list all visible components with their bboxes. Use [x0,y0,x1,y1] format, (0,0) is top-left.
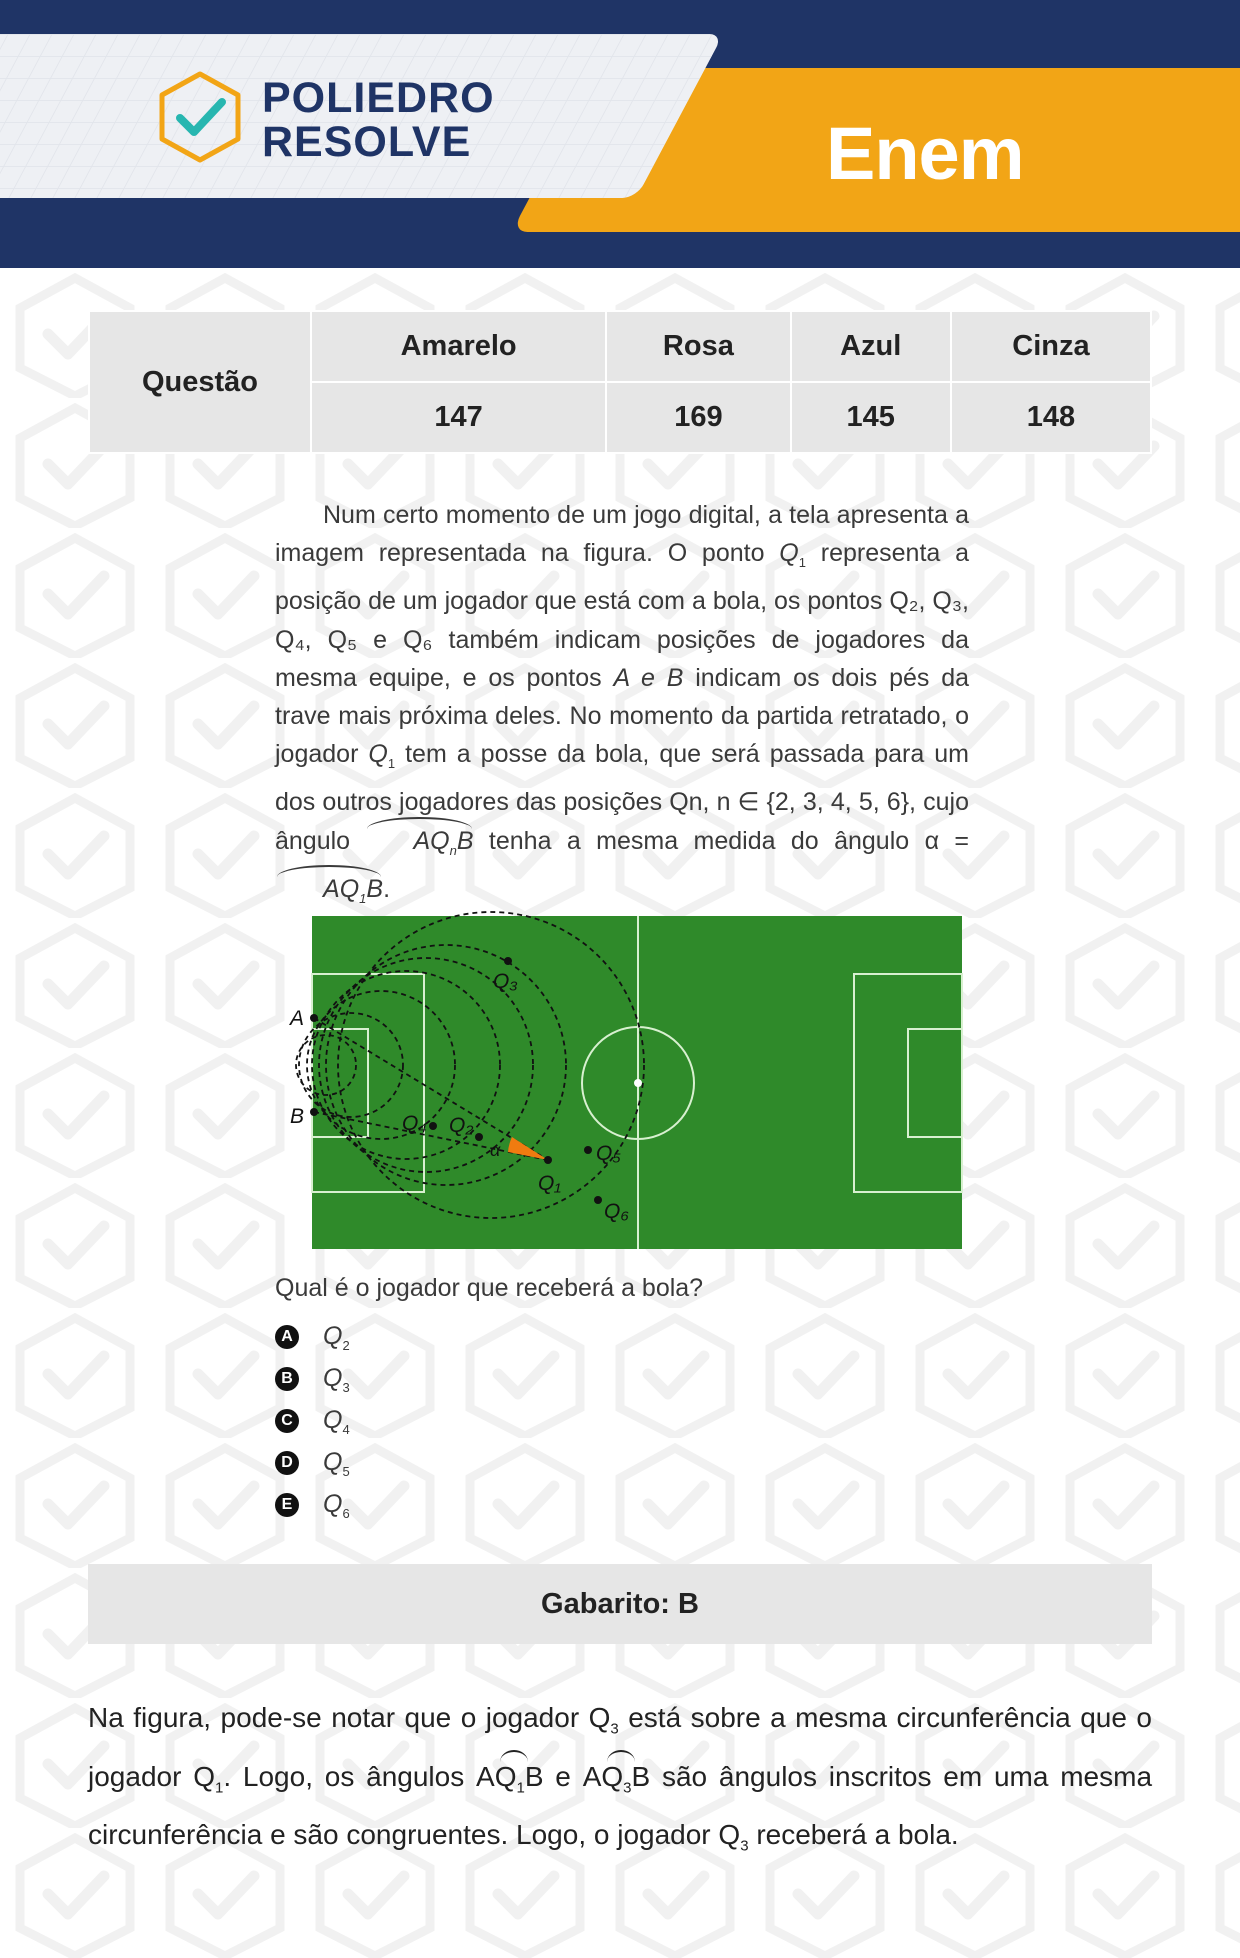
subscript: 3 [740,1837,749,1855]
exam-name: Enem [826,112,1024,195]
angle-vertex-a: A [413,826,431,855]
option-symbol: Q [323,1489,343,1518]
angle-letters: AQ [582,1760,624,1792]
subscript: 3 [610,1720,619,1738]
label-q2: Q₂ [449,1114,474,1137]
option-letter-badge: B [275,1367,299,1391]
statement-text: indicam os dois pés da trave mais próxima deles. No momento da partida retratado, o jogador [275,663,970,769]
angle-vertex-a: A [323,874,340,903]
question-paragraph [275,496,969,918]
statement-text: representa a posição de um jogador que está com a bola, os pontos [275,539,969,616]
column-header-azul: Azul [791,311,951,382]
option-letter-badge: A [275,1325,299,1349]
statement-text: tem a posse da bola, que será passada para um dos outros jogadores das posições [275,740,969,817]
option-symbol: Q [323,1405,343,1434]
option-text [323,1406,350,1437]
point-a [310,1014,318,1022]
label-a: A [290,1007,305,1030]
subscript: 1 [516,1779,525,1797]
answer-key-banner: Gabarito: B [88,1564,1152,1644]
column-header-amarelo: Amarelo [311,311,606,382]
player-q6 [594,1196,602,1204]
label-b: B [290,1105,305,1128]
angle-aqnb [365,822,473,870]
brand-line2: RESOLVE [262,118,472,166]
angle-letters: AQ [476,1760,517,1792]
angle-letters: B [631,1760,651,1792]
label-alpha: α [490,1140,501,1160]
header-banner [0,0,1240,268]
subscript: 6 [342,1505,350,1521]
brand-logo-text [262,76,495,164]
label-q3: Q₃ [493,970,518,993]
soccer-field-figure [286,900,986,1262]
player-q1 [544,1156,552,1164]
option-letter-badge: C [275,1409,299,1433]
subscript: 3 [342,1379,350,1395]
resolution-part: está sobre a mesma circunferência que o jogador Q [88,1702,1152,1792]
column-header-cinza: Cinza [951,311,1151,382]
option-c[interactable] [275,1400,350,1442]
angle-aq1b [476,1753,544,1812]
option-d[interactable] [275,1442,350,1484]
center-spot [634,1079,642,1087]
resolution-part: receberá a bola. [748,1819,959,1851]
question-prompt: Qual é o jogador que receberá a bola? [275,1274,704,1302]
column-header-rosa: Rosa [606,311,790,382]
option-a[interactable] [275,1316,350,1358]
point-label: Q [779,539,799,568]
statement-text: também indicam posições de jogadores da mesma equipe, e os pontos [275,625,969,692]
player-q2 [475,1133,483,1141]
point-label: Q [368,740,388,769]
subscript: 5 [342,1463,350,1479]
question-number-amarelo: 147 [311,382,606,453]
option-text [323,1490,350,1521]
resolution-part: são ângulos inscritos em uma mesma circunferência e são congruentes. Logo, o jogador Q [88,1760,1153,1851]
angle-aq3b [583,1753,651,1812]
option-text [323,1448,350,1479]
question-number-cinza: 148 [951,382,1151,453]
option-letter-badge: D [275,1451,299,1475]
option-text [323,1322,350,1353]
option-b[interactable] [275,1358,350,1400]
statement-text: . [383,874,391,903]
option-symbol: Q [323,1321,343,1350]
subscript: 1 [359,890,367,906]
check-hexagon-icon [156,70,244,164]
points-list: Q₂, Q₃, Q₄, Q₅ e Q₆ [275,587,969,654]
label-q4: Q₄ [402,1112,427,1135]
option-e[interactable] [275,1484,350,1526]
player-q3 [504,957,512,965]
option-symbol: Q [323,1363,343,1392]
question-statement [275,496,969,918]
question-number-azul: 145 [791,382,951,453]
statement-text: tenha a mesma medida do ângulo [473,826,925,855]
table-row [89,311,1151,382]
angle-vertex-b: B [366,874,384,903]
set-notation: Qn, n ∈ {2, 3, 4, 5, 6} [669,788,910,817]
statement-text: , cujo ângulo [275,788,969,855]
player-q5 [584,1146,592,1154]
label-q6: Q₆ [604,1200,629,1223]
subscript: 1 [798,555,806,571]
question-number-table [88,310,1152,454]
table-header-question: Questão [89,311,311,453]
subscript: 1 [214,1779,224,1797]
subscript: 2 [342,1337,350,1353]
resolution-text [88,1694,1152,1870]
subscript: 1 [387,756,396,772]
angle-vertex-b: B [456,826,474,855]
answer-options [275,1316,350,1526]
option-letter-badge: E [275,1493,299,1517]
angle-vertex-q: Q [430,826,450,855]
statement-text: Num certo momento de um jogo digital, a tela apresenta a imagem representada na figura. O ponto [275,501,969,568]
label-q5: Q₅ [596,1142,621,1165]
subscript: 3 [623,1779,632,1797]
angle-vertex-q: Q [339,874,360,903]
player-q4 [429,1122,437,1130]
subscript: 4 [342,1421,350,1437]
goal-points: A e B [613,663,684,692]
question-number-rosa: 169 [606,382,790,453]
option-text [323,1364,350,1395]
alpha-symbol: α = [924,826,970,855]
brand-line1: POLIEDRO [262,74,495,122]
angle-letters: B [524,1760,544,1792]
label-q1: Q₁ [538,1172,561,1195]
resolution-part: Na figura, pode-se notar que o jogador Q [88,1702,611,1733]
point-b [310,1108,318,1116]
resolution-part: . Logo, os ângulos [223,1760,477,1792]
resolution-part: e [543,1760,583,1792]
option-symbol: Q [323,1447,343,1476]
subscript: n [449,842,457,858]
